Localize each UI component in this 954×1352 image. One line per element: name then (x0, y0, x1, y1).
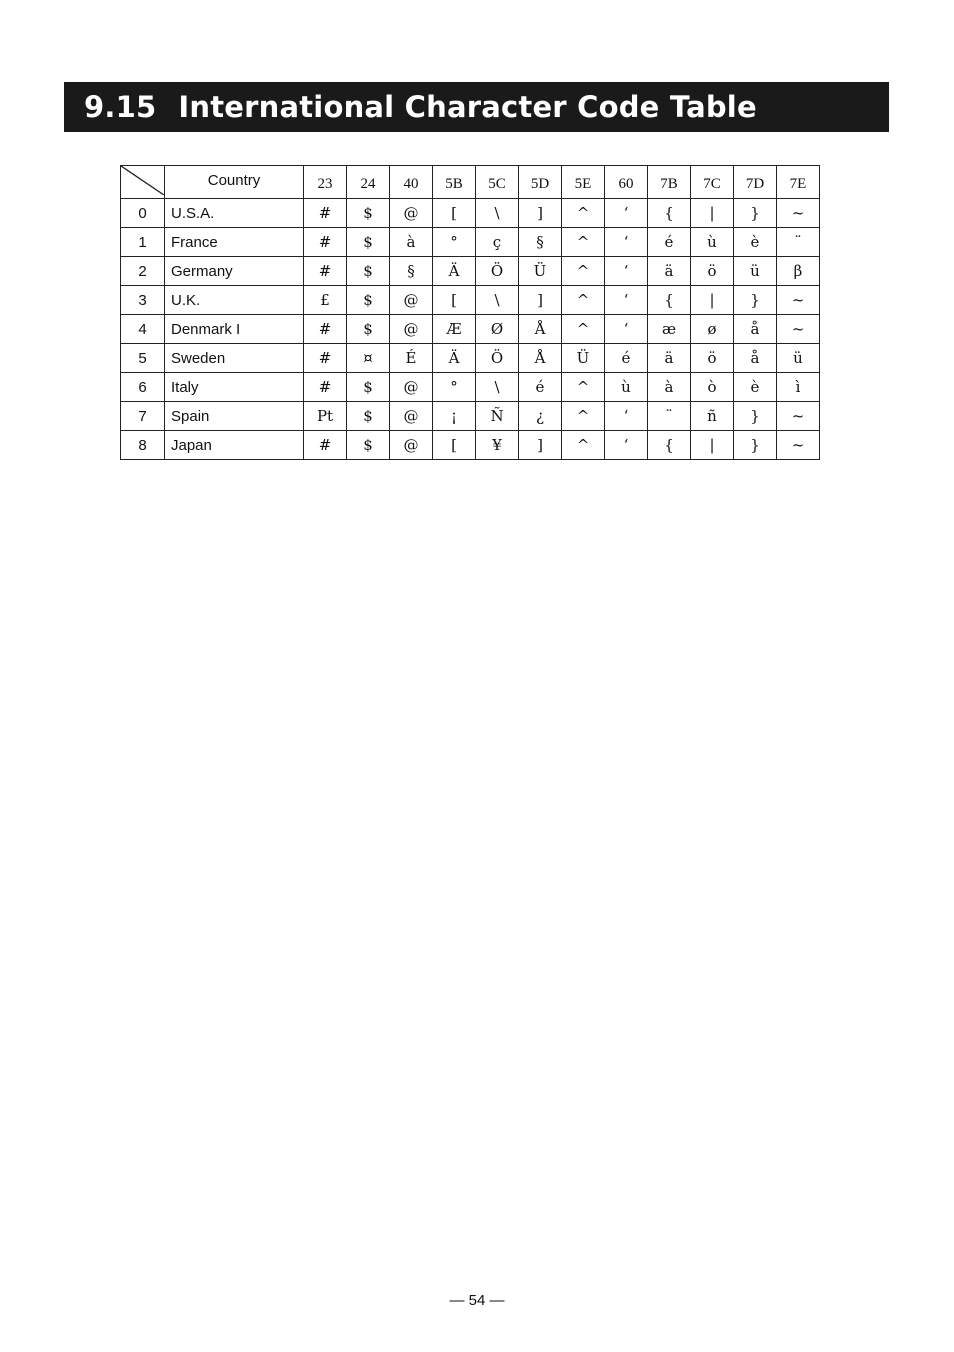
character-cell: ¨ (648, 402, 691, 431)
corner-cell (121, 166, 165, 199)
row-number: 7 (121, 402, 165, 431)
character-cell: é (519, 373, 562, 402)
row-number: 4 (121, 315, 165, 344)
character-cell: } (734, 286, 777, 315)
character-cell: $ (347, 315, 390, 344)
character-cell: £ (304, 286, 347, 315)
character-cell: \ (476, 286, 519, 315)
character-cell: ñ (691, 402, 734, 431)
character-cell: } (734, 199, 777, 228)
character-cell: ~ (777, 402, 820, 431)
character-cell: ¿ (519, 402, 562, 431)
character-cell: { (648, 431, 691, 460)
character-cell: @ (390, 373, 433, 402)
character-cell: ^ (562, 373, 605, 402)
character-cell: # (304, 315, 347, 344)
character-cell: $ (347, 199, 390, 228)
character-cell: Ø (476, 315, 519, 344)
character-cell: $ (347, 402, 390, 431)
character-cell: ù (691, 228, 734, 257)
character-cell: ‘ (605, 315, 648, 344)
character-cell: à (390, 228, 433, 257)
country-name: Germany (165, 257, 304, 286)
character-cell: [ (433, 286, 476, 315)
table-row (121, 315, 820, 344)
character-cell: ä (648, 344, 691, 373)
character-cell: ^ (562, 199, 605, 228)
character-code-table (120, 165, 820, 460)
row-number: 2 (121, 257, 165, 286)
character-cell: ¤ (347, 344, 390, 373)
table-row (121, 402, 820, 431)
diagonal-line-icon (121, 166, 164, 195)
table-row (121, 257, 820, 286)
country-column-header: Country (165, 166, 304, 199)
character-cell: ö (691, 344, 734, 373)
row-number: 5 (121, 344, 165, 373)
character-cell: ù (605, 373, 648, 402)
character-cell: Ä (433, 257, 476, 286)
code-header: 5C (476, 166, 519, 199)
character-cell: ‘ (605, 228, 648, 257)
character-cell: Ñ (476, 402, 519, 431)
code-header: 5D (519, 166, 562, 199)
country-name: France (165, 228, 304, 257)
character-cell: § (390, 257, 433, 286)
character-cell: ‘ (605, 402, 648, 431)
character-cell: # (304, 228, 347, 257)
character-cell: ç (476, 228, 519, 257)
character-cell: ~ (777, 315, 820, 344)
table-header-row (121, 166, 820, 199)
character-cell: $ (347, 228, 390, 257)
code-header: 7B (648, 166, 691, 199)
character-cell: ¥ (476, 431, 519, 460)
character-cell: ^ (562, 431, 605, 460)
character-cell: ü (777, 344, 820, 373)
row-number: 8 (121, 431, 165, 460)
character-cell: è (734, 228, 777, 257)
character-cell: # (304, 431, 347, 460)
country-name: Denmark I (165, 315, 304, 344)
character-cell: ^ (562, 286, 605, 315)
table-row (121, 199, 820, 228)
character-cell: Ü (562, 344, 605, 373)
country-name: Japan (165, 431, 304, 460)
character-cell: ° (433, 228, 476, 257)
character-cell: § (519, 228, 562, 257)
code-header: 23 (304, 166, 347, 199)
character-cell: ø (691, 315, 734, 344)
code-header: 60 (605, 166, 648, 199)
character-cell: # (304, 199, 347, 228)
character-cell: æ (648, 315, 691, 344)
character-cell: Å (519, 344, 562, 373)
character-cell: ^ (562, 257, 605, 286)
code-header: 7D (734, 166, 777, 199)
table-row (121, 373, 820, 402)
character-cell: @ (390, 431, 433, 460)
row-number: 0 (121, 199, 165, 228)
character-cell: β (777, 257, 820, 286)
character-cell: à (648, 373, 691, 402)
code-header: 5E (562, 166, 605, 199)
character-cell: $ (347, 286, 390, 315)
page-number: — 54 — (449, 1292, 505, 1309)
row-number: 3 (121, 286, 165, 315)
character-cell: Å (519, 315, 562, 344)
character-cell: [ (433, 431, 476, 460)
character-cell: ä (648, 257, 691, 286)
character-cell: # (304, 257, 347, 286)
character-cell: $ (347, 431, 390, 460)
code-header: 5B (433, 166, 476, 199)
country-name: Spain (165, 402, 304, 431)
character-cell: # (304, 344, 347, 373)
character-cell: é (605, 344, 648, 373)
character-cell: é (648, 228, 691, 257)
character-cell: ‘ (605, 257, 648, 286)
character-cell: | (691, 199, 734, 228)
section-number: 9.15 (84, 90, 157, 124)
character-cell: ^ (562, 228, 605, 257)
character-cell: ‘ (605, 431, 648, 460)
table-row (121, 286, 820, 315)
character-cell: Ö (476, 344, 519, 373)
character-cell: $ (347, 373, 390, 402)
row-number: 6 (121, 373, 165, 402)
table-body (121, 199, 820, 460)
character-cell: Pt (304, 402, 347, 431)
character-cell: ‘ (605, 199, 648, 228)
character-cell: É (390, 344, 433, 373)
character-cell: ] (519, 431, 562, 460)
character-cell: \ (476, 199, 519, 228)
table-row (121, 431, 820, 460)
character-cell: å (734, 315, 777, 344)
character-cell: } (734, 402, 777, 431)
code-header: 7C (691, 166, 734, 199)
character-cell: Ö (476, 257, 519, 286)
table-row (121, 228, 820, 257)
character-cell: Ü (519, 257, 562, 286)
character-cell: } (734, 431, 777, 460)
code-header: 7E (777, 166, 820, 199)
character-cell: Æ (433, 315, 476, 344)
character-cell: ö (691, 257, 734, 286)
character-cell: @ (390, 286, 433, 315)
character-cell: $ (347, 257, 390, 286)
country-name: U.K. (165, 286, 304, 315)
character-cell: ~ (777, 199, 820, 228)
character-cell: å (734, 344, 777, 373)
character-cell: ~ (777, 286, 820, 315)
character-cell: è (734, 373, 777, 402)
character-cell: # (304, 373, 347, 402)
character-cell: ] (519, 286, 562, 315)
character-cell: ] (519, 199, 562, 228)
character-cell: ^ (562, 315, 605, 344)
character-cell: ^ (562, 402, 605, 431)
country-name: U.S.A. (165, 199, 304, 228)
character-cell: ° (433, 373, 476, 402)
character-cell: ‘ (605, 286, 648, 315)
character-cell: @ (390, 315, 433, 344)
character-cell: ì (777, 373, 820, 402)
character-cell: ¡ (433, 402, 476, 431)
character-cell: { (648, 286, 691, 315)
character-cell: | (691, 286, 734, 315)
character-cell: @ (390, 402, 433, 431)
character-cell: ¨ (777, 228, 820, 257)
character-cell: | (691, 431, 734, 460)
section-title-bar (64, 82, 889, 132)
character-cell: { (648, 199, 691, 228)
character-cell: ~ (777, 431, 820, 460)
character-cell: \ (476, 373, 519, 402)
character-cell: @ (390, 199, 433, 228)
country-name: Italy (165, 373, 304, 402)
table-row (121, 344, 820, 373)
character-cell: [ (433, 199, 476, 228)
section-title: International Character Code Table (178, 90, 757, 124)
code-header: 24 (347, 166, 390, 199)
character-cell: ò (691, 373, 734, 402)
code-header: 40 (390, 166, 433, 199)
character-cell: Ä (433, 344, 476, 373)
character-cell: ü (734, 257, 777, 286)
row-number: 1 (121, 228, 165, 257)
country-name: Sweden (165, 344, 304, 373)
